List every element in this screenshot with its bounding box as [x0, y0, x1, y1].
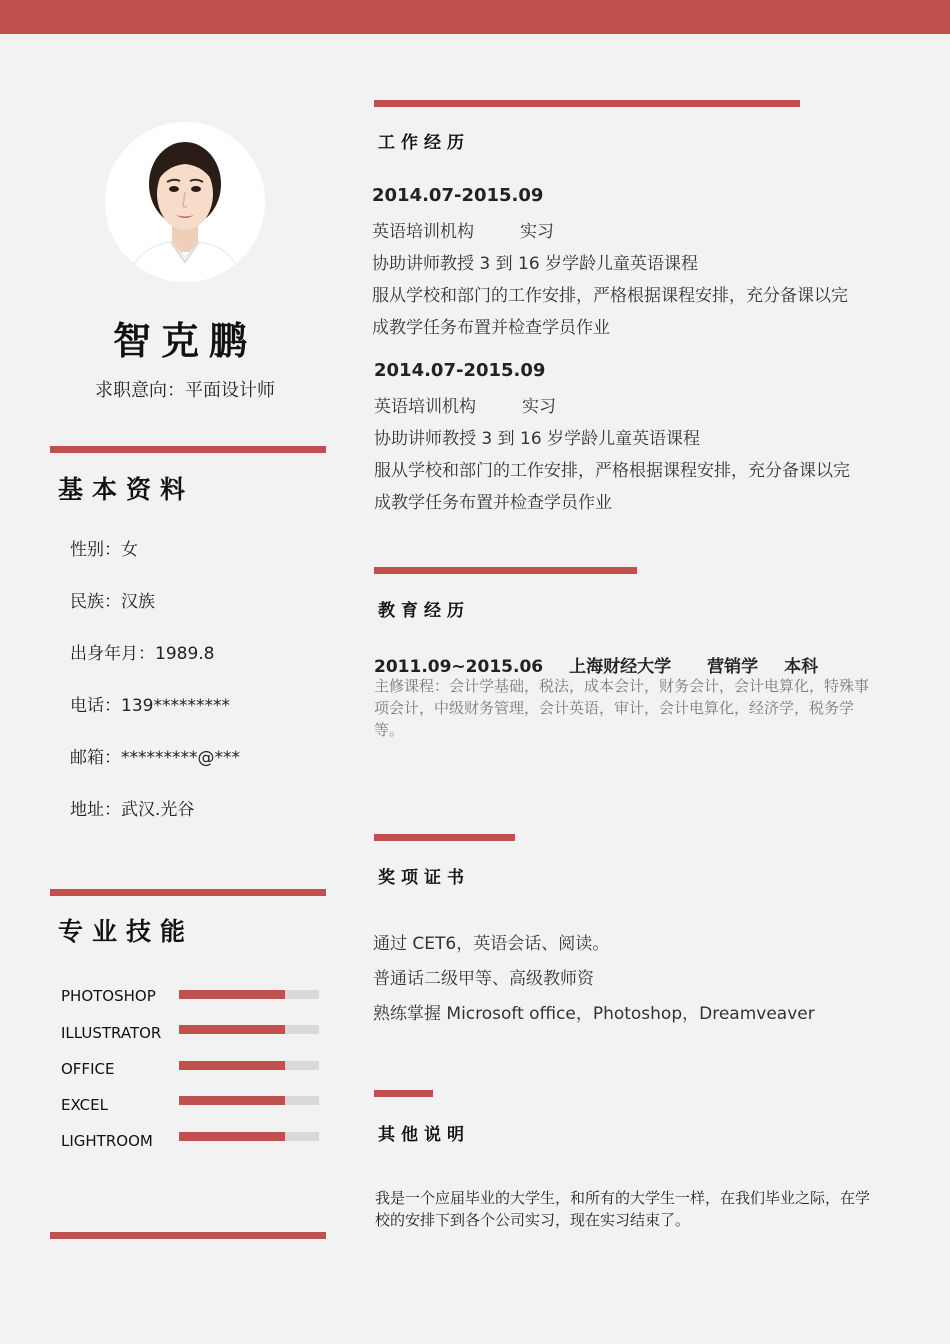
job-org: 英语培训机构	[374, 397, 476, 417]
job-role: 实习	[520, 222, 554, 242]
info-email: 邮箱：*********@***	[70, 748, 240, 768]
skill-fill	[179, 1061, 285, 1070]
info-birth: 出身年月：1989.8	[70, 644, 215, 664]
portrait-image	[105, 122, 265, 282]
skill-bar-photoshop	[179, 990, 319, 999]
section-divider-bottom	[50, 1232, 326, 1239]
skill-label-illustrator: ILLUSTRATOR	[61, 1024, 162, 1042]
skill-fill	[179, 1025, 285, 1034]
job-desc-line: 协助讲师教授 3 到 16 岁学龄儿童英语课程	[374, 429, 701, 449]
award-item: 普通话二级甲等、高级教师资	[373, 969, 594, 989]
skill-label-photoshop: PHOTOSHOP	[61, 987, 156, 1005]
education-major: 营销学	[707, 657, 759, 677]
job-org: 英语培训机构	[372, 222, 474, 242]
candidate-name: 智克鹏	[112, 319, 257, 363]
education-summary	[374, 652, 818, 677]
job-period: 2014.07-2015.09	[372, 185, 544, 206]
section-divider-skills	[50, 889, 326, 896]
skill-label-lightroom: LIGHTROOM	[61, 1132, 153, 1150]
skill-fill	[179, 1096, 285, 1105]
section-divider-awards	[374, 834, 515, 841]
profile-photo	[105, 122, 265, 282]
other-text: 我是一个应届毕业的大学生，和所有的大学生一样，在我们毕业之际，在学校的安排下到各个公司实习，现在实习结束了。	[375, 1189, 871, 1229]
job-desc-line: 服从学校和部门的工作安排，严格根据课程安排，充分备课以完	[374, 461, 850, 481]
job-desc-line: 协助讲师教授 3 到 16 岁学龄儿童英语课程	[372, 254, 699, 274]
skill-bar-lightroom	[179, 1132, 319, 1141]
top-accent-bar	[0, 0, 950, 34]
other-heading: 其他说明	[378, 1125, 470, 1145]
info-address: 地址：武汉.光谷	[70, 800, 195, 820]
education-heading: 教育经历	[378, 601, 470, 621]
info-phone: 电话：139*********	[70, 696, 230, 716]
skill-label-office: OFFICE	[61, 1060, 115, 1078]
education-degree: 本科	[784, 657, 819, 677]
education-courses: 主修课程：会计学基础，税法，成本会计，财务会计，会计电算化，特殊事项会计，中级财务管理，会计英语，审计，会计电算化，经济学，税务学等。	[374, 677, 870, 739]
job-org-row	[372, 217, 554, 242]
awards-heading: 奖项证书	[378, 868, 470, 888]
education-period: 2011.09~2015.06	[374, 657, 544, 677]
job-role: 实习	[522, 397, 556, 417]
skill-bar-excel	[179, 1096, 319, 1105]
section-divider-other	[374, 1090, 433, 1097]
skill-label-excel: EXCEL	[61, 1096, 108, 1114]
education-school: 上海财经大学	[569, 657, 672, 677]
skill-bar-office	[179, 1061, 319, 1070]
info-gender: 性别：女	[70, 540, 138, 560]
job-desc-line: 成教学任务布置并检查学员作业	[374, 493, 612, 513]
skills-heading: 专业技能	[58, 917, 195, 946]
skill-bar-illustrator	[179, 1025, 319, 1034]
job-org-row	[374, 392, 556, 417]
job-desc-line: 成教学任务布置并检查学员作业	[372, 318, 610, 338]
award-item: 熟练掌握 Microsoft office，Photoshop，Dreamveaver	[373, 1004, 815, 1024]
job-desc-line: 服从学校和部门的工作安排，严格根据课程安排，充分备课以完	[372, 286, 848, 306]
skill-fill	[179, 990, 285, 999]
section-divider-basic-info	[50, 446, 326, 453]
job-intent: 求职意向：平面设计师	[95, 380, 275, 401]
basic-info-heading: 基本资料	[58, 475, 195, 504]
job-period: 2014.07-2015.09	[374, 360, 546, 381]
section-divider-work	[374, 100, 800, 107]
info-ethnicity: 民族：汉族	[70, 592, 155, 612]
skill-fill	[179, 1132, 285, 1141]
award-item: 通过 CET6，英语会话、阅读。	[373, 934, 610, 954]
work-heading: 工作经历	[378, 133, 470, 153]
section-divider-education	[374, 567, 637, 574]
